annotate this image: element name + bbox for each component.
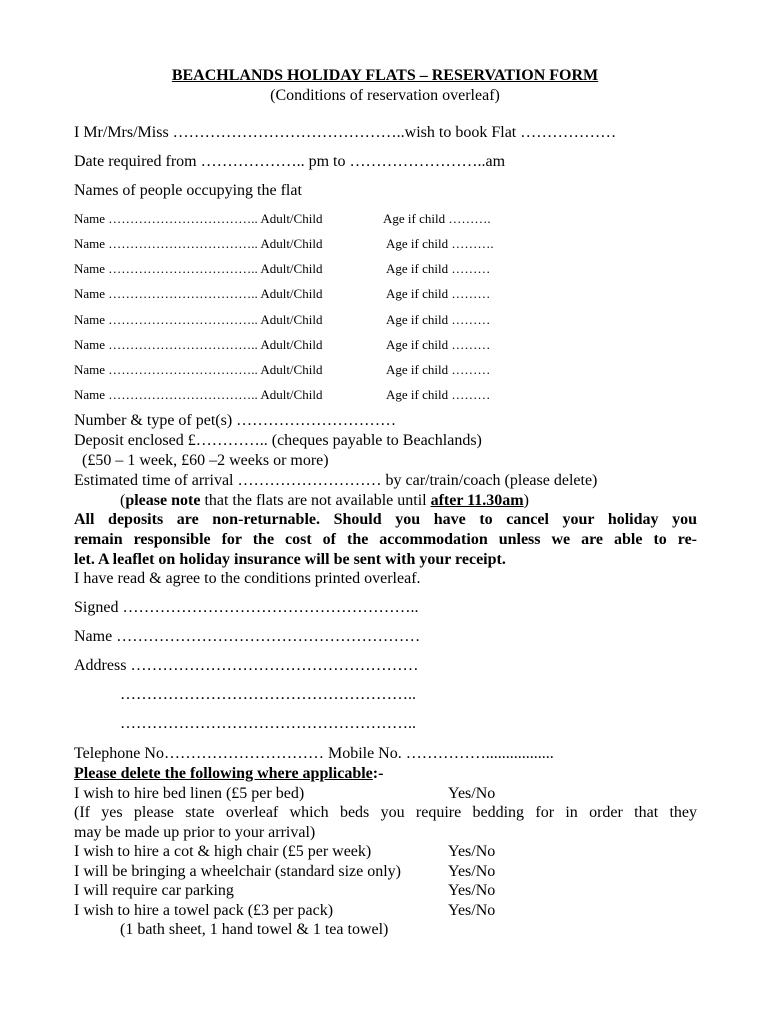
parking-label: I will require car parking <box>74 882 234 899</box>
note-close: ) <box>523 492 529 509</box>
deposit-line[interactable]: Deposit enclosed £………….. (cheques payable to Beachlands) <box>74 432 482 449</box>
occupant-name-2[interactable]: Name …………………………….. Adult/Child <box>74 236 323 251</box>
occupant-name-3[interactable]: Name …………………………….. Adult/Child <box>74 261 323 276</box>
bed-linen-choice[interactable]: Yes/No <box>448 785 496 802</box>
arrival-note <box>120 493 529 509</box>
note-middle: that the flats are not available until <box>200 492 431 509</box>
form-title: BEACHLANDS HOLIDAY FLATS – RESERVATION FORM <box>171 67 599 84</box>
cot-choice[interactable]: Yes/No <box>448 843 496 860</box>
bedding-note-line-2: may be made up prior to your arrival) <box>74 824 316 841</box>
date-line[interactable]: Date required from ……………….. pm to ……………………..am <box>74 153 506 170</box>
wheelchair-choice[interactable]: Yes/No <box>448 863 496 880</box>
occupant-name-7[interactable]: Name …………………………….. Adult/Child <box>74 362 323 377</box>
occupant-age-3[interactable]: Age if child ……… <box>386 261 491 276</box>
bed-linen-label: I wish to hire bed linen (£5 per bed) <box>74 785 305 802</box>
deposit-rates: (£50 – 1 week, £60 –2 weeks or more) <box>82 452 329 469</box>
delete-heading <box>74 766 383 782</box>
occupant-age-6[interactable]: Age if child ……… <box>386 337 491 352</box>
name-line[interactable]: Name ………………………………………………… <box>74 628 421 645</box>
form-subtitle: (Conditions of reservation overleaf) <box>270 87 500 104</box>
note-time: after 11.30am <box>430 492 524 509</box>
occupant-name-5[interactable]: Name …………………………….. Adult/Child <box>74 312 323 327</box>
occupant-name-4[interactable]: Name …………………………….. Adult/Child <box>74 286 323 301</box>
signed-line[interactable]: Signed ……………………………………………….. <box>74 599 419 616</box>
booking-line[interactable]: I Mr/Mrs/Miss ……………………………………..wish to book Flat ……………… <box>74 124 617 141</box>
towel-label: I wish to hire a towel pack (£3 per pack) <box>74 902 334 919</box>
delete-heading-text: Please delete the following where applicable <box>74 765 373 782</box>
telephone-line[interactable]: Telephone No………………………… Mobile No. ……………................. <box>74 745 554 762</box>
wheelchair-label: I will be bringing a wheelchair (standard size only) <box>74 863 401 880</box>
delete-heading-suffix: :- <box>372 765 384 782</box>
deposit-warning-line-2: remain responsible for the cost of the accommodation unless we are able to re- <box>74 531 697 548</box>
address-line[interactable]: Address ……………………………………………… <box>74 657 419 674</box>
arrival-line[interactable]: Estimated time of arrival ……………………… by car/train/coach (please delete) <box>74 472 598 489</box>
deposit-warning-line-3: let. A leaflet on holiday insurance will be sent with your receipt. <box>74 551 506 568</box>
note-open: ( <box>120 492 126 509</box>
occupant-age-7[interactable]: Age if child ……… <box>386 362 491 377</box>
cot-label: I wish to hire a cot & high chair (£5 per week) <box>74 843 372 860</box>
address-line-2[interactable]: ……………………………………………….. <box>120 686 416 703</box>
address-line-3[interactable]: ……………………………………………….. <box>120 715 416 732</box>
parking-choice[interactable]: Yes/No <box>448 882 496 899</box>
note-bold: please note <box>125 492 201 509</box>
occupant-age-2[interactable]: Age if child ………. <box>386 236 494 251</box>
occupant-name-1[interactable]: Name …………………………….. Adult/Child <box>74 211 323 226</box>
occupant-age-4[interactable]: Age if child ……… <box>386 286 491 301</box>
deposit-warning-line-1: All deposits are non-returnable. Should you have to cancel your holiday you <box>74 511 697 528</box>
towel-note: (1 bath sheet, 1 hand towel & 1 tea towel) <box>120 921 389 938</box>
occupant-age-5[interactable]: Age if child ……… <box>386 312 491 327</box>
towel-choice[interactable]: Yes/No <box>448 902 496 919</box>
names-heading: Names of people occupying the flat <box>74 182 302 199</box>
agree-line: I have read & agree to the conditions printed overleaf. <box>74 570 421 587</box>
pets-line[interactable]: Number & type of pet(s) ………………………… <box>74 412 397 429</box>
occupant-age-8[interactable]: Age if child ……… <box>386 387 491 402</box>
occupant-age-1[interactable]: Age if child ………. <box>383 211 491 226</box>
occupant-name-6[interactable]: Name …………………………….. Adult/Child <box>74 337 323 352</box>
occupant-name-8[interactable]: Name …………………………….. Adult/Child <box>74 387 323 402</box>
bedding-note-line-1: (If yes please state overleaf which beds you require bedding for in order that they <box>74 804 697 821</box>
